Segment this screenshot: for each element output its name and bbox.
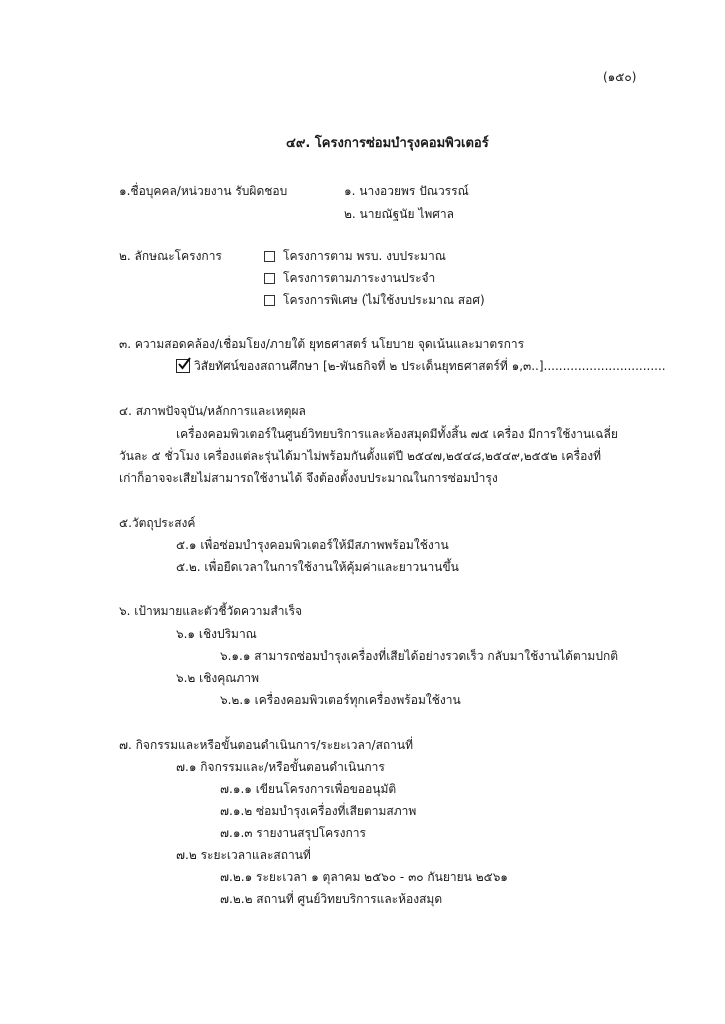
project-title: ๔๙. โครงการซ่อมบำรุงคอมพิวเตอร์ xyxy=(286,136,489,151)
project-type-option-1[interactable] xyxy=(264,248,446,264)
responsible-person-1: ๑. นางอวยพร ปัณวรรณ์ xyxy=(344,184,469,198)
section1-label: ๑.ชื่อบุคคล/หน่วยงาน รับผิดชอบ xyxy=(119,184,288,198)
quantity-target-item: ๖.๑.๑ สามารถซ่อมบำรุงเครื่องที่เสียได้อย่างรวดเร็ว กลับมาใช้งานได้ตามปกติ xyxy=(220,649,619,663)
alignment-checked-label: วิสัยทัศน์ของสถานศึกษา [๒-พันธกิจที่ ๒ ประเด็นยุทธศาสตร์ที่ ๑,๓..]................................ xyxy=(194,359,666,373)
quantity-target-label: ๖.๑ เชิงปริมาณ xyxy=(176,627,257,641)
project-type-option-3[interactable] xyxy=(264,292,485,308)
project-type-label-2: โครงการตามภาระงานประจำ xyxy=(283,271,436,285)
project-type-label-1: โครงการตาม พรบ. งบประมาณ xyxy=(283,249,446,263)
rationale-line-3: เก่าก็อาจจะเสียไม่สามารถใช้งานได้ จึงต้องตั้งงบประมาณในการซ่อมบำรุง xyxy=(119,471,498,485)
objective-1: ๕.๑ เพื่อซ่อมบำรุงคอมพิวเตอร์ให้มีสภาพพร้อมใช้งาน xyxy=(176,538,449,552)
time-period: ๗.๒.๑ ระยะเวลา ๑ ตุลาคม ๒๕๖๐ - ๓๐ กันยายน ๒๕๖๑ xyxy=(220,870,508,884)
rationale-line-2: วันละ ๕ ชั่วโมง เครื่องแต่ละรุ่นได้มาไม่พร้อมกันตั้งแต่ปี ๒๕๔๗,๒๕๔๘,๒๕๔๙,๒๕๕๒ เครื่องที่ xyxy=(119,449,602,463)
place: ๗.๒.๒ สถานที่ ศูนย์วิทยบริการและห้องสมุด xyxy=(220,892,443,906)
checkbox-checked-icon[interactable] xyxy=(176,359,190,373)
checkbox-empty-icon[interactable] xyxy=(264,251,275,262)
section3-label: ๓. ความสอดคล้อง/เชื่อมโยง/ภายใต้ ยุทธศาสตร์ นโยบาย จุดเน้นและมาตรการ xyxy=(119,337,525,351)
alignment-checked-item[interactable] xyxy=(176,358,666,374)
activity-1: ๗.๑.๑ เขียนโครงการเพื่อขออนุมัติ xyxy=(220,782,397,796)
time-place-label: ๗.๒ ระยะเวลาและสถานที่ xyxy=(176,848,311,862)
activity-3: ๗.๑.๓ รายงานสรุปโครงการ xyxy=(220,826,366,840)
quality-target-label: ๖.๒ เชิงคุณภาพ xyxy=(176,671,259,685)
page-number: (๑๕๐) xyxy=(603,70,637,84)
checkbox-empty-icon[interactable] xyxy=(264,273,275,284)
section7-label: ๗. กิจกรรมและหรือขั้นตอนดำเนินการ/ระยะเวลา/สถานที่ xyxy=(119,738,414,752)
section5-label: ๕.วัตถุประสงค์ xyxy=(119,516,196,530)
activity-2: ๗.๑.๒ ซ่อมบำรุงเครื่องที่เสียตามสภาพ xyxy=(220,804,417,818)
objective-2: ๕.๒. เพื่อยืดเวลาในการใช้งานให้คุ้มค่าและยาวนานขึ้น xyxy=(176,560,459,574)
responsible-person-2: ๒. นายณัฐนัย ไพศาล xyxy=(344,207,454,221)
section4-label: ๔. สภาพปัจจุบัน/หลักการและเหตุผล xyxy=(119,404,306,418)
quality-target-item: ๖.๒.๑ เครื่องคอมพิวเตอร์ทุกเครื่องพร้อมใช้งาน xyxy=(220,693,461,707)
project-type-label-3: โครงการพิเศษ (ไม่ใช้งบประมาณ สอศ) xyxy=(283,293,485,307)
rationale-line-1: เครื่องคอมพิวเตอร์ในศูนย์วิทยบริการและห้องสมุดมีทั้งสิ้น ๗๕ เครื่อง มีการใช้งานเฉลี่ย xyxy=(176,427,618,441)
section2-label: ๒. ลักษณะโครงการ xyxy=(119,249,222,263)
activities-label: ๗.๑ กิจกรรมและ/หรือขั้นตอนดำเนินการ xyxy=(176,760,385,774)
checkbox-empty-icon[interactable] xyxy=(264,295,275,306)
project-type-option-2[interactable] xyxy=(264,270,435,286)
section6-label: ๖. เป้าหมายและตัวชี้วัดความสำเร็จ xyxy=(119,604,303,618)
